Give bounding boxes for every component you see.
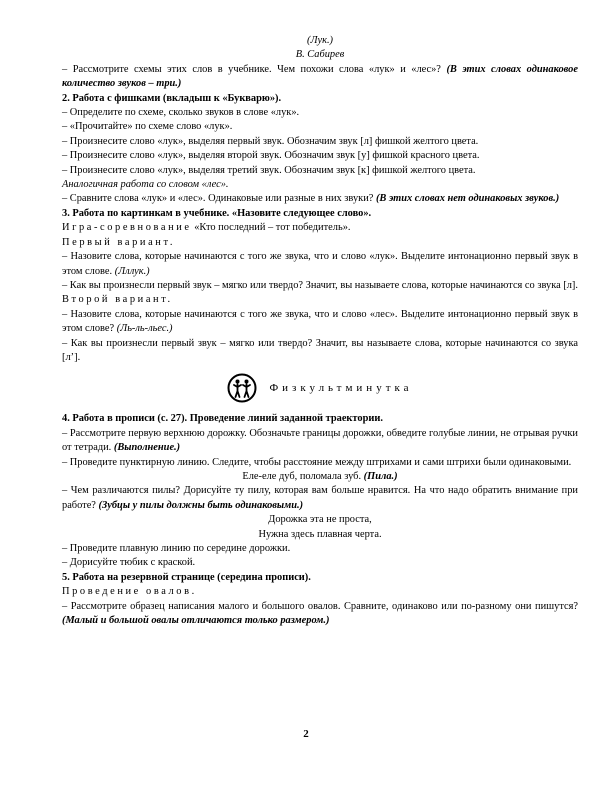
line: Аналогичная работа со словом «лес». bbox=[62, 179, 229, 191]
line: – Произнесите слово «лук», выделяя второй звук. Обозначим звук [у] фишкой красного цвета. bbox=[62, 150, 480, 162]
fizkultminutka-label: Физкультминутка bbox=[269, 382, 413, 395]
answer: (Малый и большой овалы отличаются только размером.) bbox=[62, 615, 330, 627]
author: В. Сабирев bbox=[295, 49, 345, 61]
line: – Проведите плавную линию по середине дорожки. bbox=[62, 543, 291, 554]
paragraph-dashed: – Проведите пунктирную линию. Следите, чтобы расстояние между штрихами и сами штрихи были одинаковыми. bbox=[62, 456, 572, 468]
poem-line-1: Дорожка эта не проста, bbox=[268, 514, 372, 526]
ovals-heading: Проведение овалов. bbox=[62, 586, 197, 598]
section-heading-4: 4. Работа в прописи (с. 27). Проведение линий заданной траектории. bbox=[62, 413, 383, 425]
variant-1-heading: Первый вариант. bbox=[62, 236, 176, 248]
paragraph-compare-words: – Сравните слова «лук» и «лес». Одинаковые или разные в них звуки? (В этих словах нет одинаковых звуков.) bbox=[62, 193, 560, 205]
answer: (Выполнение.) bbox=[113, 442, 181, 454]
variant-2-text: – Назовите слова, которые начинаются с того же звука, что и слово «лес». Выделите интонационно первый звук в этом слове? (Ль-ль-льес.) bbox=[62, 308, 578, 335]
answer: (Ль-ль-льес.) bbox=[116, 323, 173, 335]
game-line bbox=[62, 221, 578, 235]
line: – «Прочитайте» по схеме слово «лук». bbox=[62, 121, 233, 133]
variant-2-heading: Второй вариант. bbox=[62, 294, 173, 306]
answer: (Лллук.) bbox=[114, 265, 150, 277]
game-label: Игра-соревнование bbox=[62, 222, 192, 234]
answer: (В этих словах одинаковое количество звуков – три.) bbox=[62, 63, 578, 90]
answer: (Зубцы у пилы должны быть одинаковыми.) bbox=[98, 499, 304, 511]
section-heading-5: 5. Работа на резервной странице (середина прописи). bbox=[62, 571, 311, 583]
line: – Произнесите слово «лук», выделяя первый звук. Обозначим звук [л] фишкой желтого цвета. bbox=[62, 135, 479, 147]
answer: (В этих словах нет одинаковых звуков.) bbox=[375, 193, 560, 205]
poem-line-2: Нужна здесь плавная черта. bbox=[258, 528, 382, 540]
line: – Произнесите слово «лук», выделяя третий звук. Обозначим звук [к] фишкой желтого цвета. bbox=[62, 164, 476, 176]
source-word: (Лук.) bbox=[306, 35, 334, 46]
variant-1-text: – Назовите слова, которые начинаются с того же звука, что и слово «лук». Выделите интонационно первый звук в этом слове. (Лллук.) bbox=[62, 251, 578, 277]
line: – Дорисуйте тюбик с краской. bbox=[62, 557, 196, 569]
page-number: 2 bbox=[303, 728, 309, 740]
fizkultminutka-banner bbox=[62, 368, 578, 408]
paragraph-ovals: – Рассмотрите образец написания малого и большого овалов. Сравните, одинаково или по-разному они пишутся? (Малый и большой овалы отличаются только размером.) bbox=[62, 600, 578, 627]
exercising-people-icon bbox=[227, 373, 257, 403]
section-heading-2: 2. Работа с фишками (вкладыш к «Букварю»). bbox=[62, 92, 282, 104]
line: – Определите по схеме, сколько звуков в слове «лук». bbox=[62, 107, 300, 119]
page-content bbox=[62, 34, 578, 628]
section-heading-3: 3. Работа по картинкам в учебнике. «Назовите следующее слово». bbox=[62, 207, 372, 219]
paragraph-saws: – Чем различаются пилы? Дорисуйте ту пилу, которая вам больше нравится. На что надо обратить внимание при работе? (Зубцы у пилы должны быть одинаковыми.) bbox=[62, 485, 578, 511]
riddle: Еле-еле дуб, поломала зуб. (Пила.) bbox=[242, 470, 398, 482]
paragraph-track: – Рассмотрите первую верхнюю дорожку. Обозначьте границы дорожки, обведите голубые линии, не отрывая ручки от тетради. (Выполнение.) bbox=[62, 427, 578, 454]
game-title: «Кто последний – тот победитель». bbox=[191, 222, 351, 234]
variant-1-question: – Как вы произнесли первый звук – мягко или твердо? Значит, вы называете слова, которые начинаются со звука [л]. bbox=[62, 279, 578, 291]
paragraph-compare-schemes: – Рассмотрите схемы этих слов в учебнике. Чем похожи слова «лук» и «лес»? (В этих словах одинаковое количество звуков – три.) bbox=[62, 63, 578, 90]
answer: (Пила.) bbox=[363, 470, 398, 482]
variant-2-question: – Как вы произнесли первый звук – мягко или твердо? Значит, вы называете слова, которые начинаются со звука [л’]. bbox=[62, 337, 578, 363]
